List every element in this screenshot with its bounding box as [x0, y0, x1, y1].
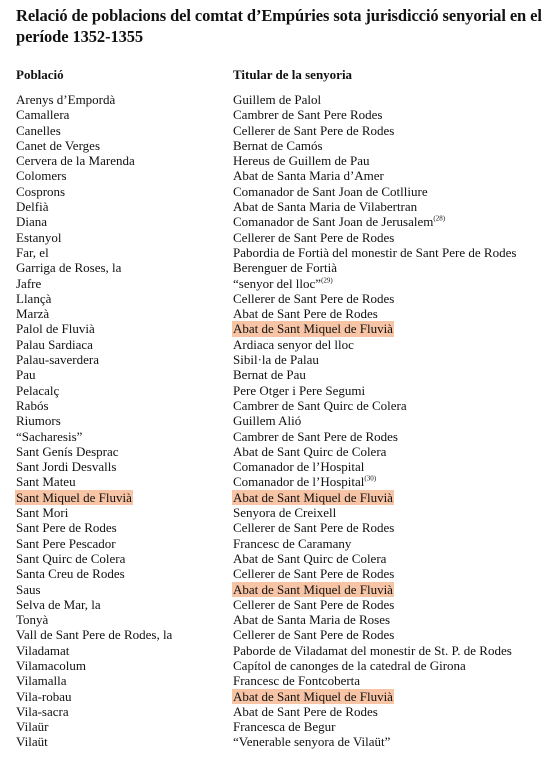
footnote-marker: (30)	[364, 475, 377, 484]
holder-name	[232, 627, 395, 642]
holder-text: Cellerer de Sant Pere de Rodes	[233, 290, 395, 306]
page-title: Relació de poblacions del comtat d’Empúries sota jurisdicció senyorial en el període 1352-1355	[16, 6, 542, 46]
column-header-place: Població	[16, 67, 64, 82]
place-name: Selva de Mar, la	[16, 596, 101, 612]
holder-name	[232, 520, 395, 535]
holder-name	[232, 734, 391, 749]
table-row	[0, 429, 552, 444]
holder-text: Pabordia de Fortià del monestir de Sant Pere de Rodes	[233, 244, 517, 260]
place-name: Riumors	[16, 413, 61, 429]
place-name: “Sacharesis”	[16, 428, 83, 444]
place-name: Estanyol	[16, 229, 62, 245]
place-name: Palau Sardiaca	[16, 336, 93, 352]
holder-name	[232, 582, 394, 597]
table-row	[0, 230, 552, 245]
table-row	[0, 658, 552, 673]
place-name: Vall de Sant Pere de Rodes, la	[16, 627, 173, 643]
table-row	[0, 168, 552, 183]
place-name: Viladamat	[16, 642, 70, 658]
place-name: Garriga de Roses, la	[16, 260, 122, 276]
holder-name	[232, 505, 337, 520]
holder-name	[232, 474, 377, 489]
holder-text: Francesc de Caramany	[233, 535, 352, 551]
holder-name	[232, 230, 395, 245]
table-row	[0, 490, 552, 505]
table-row	[0, 352, 552, 367]
holder-name	[232, 306, 379, 321]
holder-name	[232, 337, 355, 352]
holder-text: Francesc de Fontcoberta	[233, 673, 361, 689]
place-name: Vilamalla	[16, 673, 67, 689]
holder-text: Abat de Sant Miquel de Fluvià	[233, 489, 393, 505]
holder-text: Hereus de Guillem de Pau	[233, 153, 370, 169]
table-row	[0, 92, 552, 107]
place-name: Vilamacolum	[16, 657, 86, 673]
place-name: Rabós	[16, 397, 49, 413]
holder-text: Cambrer de Sant Pere de Rodes	[233, 428, 398, 444]
place-name: Sant Pere de Rodes	[16, 520, 117, 536]
table-row	[0, 123, 552, 138]
place-name: Llançà	[16, 290, 52, 306]
holder-text: Cambrer de Sant Pere Rodes	[233, 107, 383, 123]
holder-name	[232, 429, 399, 444]
holder-text: Abat de Sant Quirc de Colera	[233, 550, 387, 566]
table-row	[0, 627, 552, 642]
holder-text: Sibil·la de Palau	[233, 352, 319, 368]
table-row	[0, 597, 552, 612]
holder-name	[232, 413, 302, 428]
table-row	[0, 505, 552, 520]
place-name: Tonyà	[16, 612, 49, 628]
holder-text: Cellerer de Sant Pere de Rodes	[233, 520, 395, 536]
place-name: Delfià	[16, 199, 49, 215]
place-name: Cosprons	[16, 183, 66, 199]
holder-name	[232, 291, 395, 306]
table-row	[0, 214, 552, 229]
place-name: Sant Quirc de Colera	[16, 550, 126, 566]
holder-name	[232, 566, 395, 581]
holder-text: Senyora de Creixell	[233, 505, 337, 521]
table-row	[0, 276, 552, 291]
place-name: Sant Mori	[16, 505, 69, 521]
table-row	[0, 398, 552, 413]
holder-name	[232, 612, 391, 627]
holder-text: Cellerer de Sant Pere de Rodes	[233, 596, 395, 612]
holder-name	[232, 689, 394, 704]
place-name: Marzà	[16, 306, 50, 322]
table-row	[0, 337, 552, 352]
place-name: Colomers	[16, 168, 67, 184]
holder-name	[232, 184, 429, 199]
holder-text: Berenguer de Fortià	[233, 260, 337, 276]
holder-name	[232, 138, 324, 153]
place-name: Canelles	[16, 122, 61, 138]
holder-name	[232, 551, 387, 566]
holder-text: Bernat de Pau	[233, 367, 306, 383]
table-row	[0, 536, 552, 551]
table-row	[0, 321, 552, 336]
place-name: Arenys d’Empordà	[16, 92, 116, 107]
holder-name	[232, 383, 366, 398]
holder-text: Comanador de Sant Joan de Jerusalem	[233, 214, 434, 230]
table-row	[0, 184, 552, 199]
table-row	[0, 138, 552, 153]
table-row	[0, 719, 552, 734]
table-row	[0, 199, 552, 214]
place-name: Vila-sacra	[16, 703, 69, 719]
holder-text: Comanador de l’Hospital	[233, 474, 365, 490]
holder-name	[232, 92, 322, 107]
holder-name	[232, 321, 394, 336]
place-name: Pelacalç	[16, 382, 60, 398]
holder-name	[232, 643, 513, 658]
place-name: Palol de Fluvià	[16, 321, 95, 337]
holder-name	[232, 367, 307, 382]
holder-text: Cellerer de Sant Pere de Rodes	[233, 627, 395, 643]
table-row	[0, 306, 552, 321]
holder-text: Comanador de Sant Joan de Cotlliure	[233, 183, 428, 199]
table-row	[0, 704, 552, 719]
holder-name	[232, 276, 334, 291]
holder-name	[232, 719, 337, 734]
table-row	[0, 107, 552, 122]
holder-text: Cellerer de Sant Pere de Rodes	[233, 566, 395, 582]
table-row	[0, 566, 552, 581]
table-row	[0, 459, 552, 474]
holder-text: Guillem Alió	[233, 413, 302, 429]
holder-name	[232, 704, 379, 719]
table-row	[0, 260, 552, 275]
holder-text: Cellerer de Sant Pere de Rodes	[233, 122, 395, 138]
table-row	[0, 245, 552, 260]
place-name: Diana	[16, 214, 48, 230]
table-row	[0, 734, 552, 749]
holder-name	[232, 199, 418, 214]
holder-text: “senyor del lloc”	[233, 275, 322, 291]
holder-text: “Venerable senyora de Vilaüt”	[233, 734, 391, 750]
holder-name	[232, 107, 383, 122]
place-name: Pau	[16, 367, 36, 383]
holder-text: Abat de Sant Miquel de Fluvià	[233, 581, 393, 597]
table-row	[0, 153, 552, 168]
place-name: Sant Pere Pescador	[16, 535, 116, 551]
place-name: Sant Mateu	[16, 474, 76, 490]
table-row	[0, 444, 552, 459]
holder-text: Comanador de l’Hospital	[233, 459, 365, 475]
holder-text: Abat de Santa Maria d’Amer	[233, 168, 384, 184]
place-name: Sant Miquel de Fluvià	[16, 489, 132, 505]
table-row	[0, 520, 552, 535]
table-row	[0, 291, 552, 306]
holder-name	[232, 490, 394, 505]
holder-name	[232, 260, 338, 275]
holder-name	[232, 459, 365, 474]
table-row	[0, 689, 552, 704]
holder-text: Capítol de canonges de la catedral de Girona	[233, 657, 466, 673]
holder-text: Abat de Sant Miquel de Fluvià	[233, 688, 393, 704]
holder-name	[232, 536, 352, 551]
holder-name	[232, 123, 395, 138]
holder-name	[232, 214, 446, 229]
holder-name	[232, 673, 361, 688]
holder-text: Abat de Sant Miquel de Fluvià	[233, 321, 393, 337]
place-name: Far, el	[16, 244, 49, 260]
holder-text: Abat de Sant Pere de Rodes	[233, 703, 378, 719]
place-name: Canet de Verges	[16, 137, 100, 153]
holder-name	[232, 658, 467, 673]
holder-text: Cellerer de Sant Pere de Rodes	[233, 229, 395, 245]
holder-text: Ardiaca senyor del lloc	[233, 336, 354, 352]
column-header-holder: Titular de la senyoria	[233, 67, 353, 82]
footnote-marker: (28)	[433, 215, 446, 224]
holder-text: Pere Otger i Pere Segumi	[233, 382, 366, 398]
place-name: Santa Creu de Rodes	[16, 566, 125, 582]
place-name: Jafre	[16, 275, 42, 291]
holder-text: Abat de Sant Pere de Rodes	[233, 306, 378, 322]
table-row	[0, 383, 552, 398]
table-row	[0, 367, 552, 382]
table-row	[0, 582, 552, 597]
place-name: Cervera de la Marenda	[16, 153, 135, 169]
holder-text: Abat de Santa Maria de Vilabertran	[233, 199, 418, 215]
table-row	[0, 551, 552, 566]
place-name: Saus	[16, 581, 41, 597]
place-name: Vilaür	[16, 719, 49, 735]
holder-name	[232, 398, 408, 413]
holder-name	[232, 153, 370, 168]
place-name: Camallera	[16, 107, 70, 123]
holder-name	[232, 597, 395, 612]
place-name: Palau-saverdera	[16, 352, 100, 368]
holder-text: Guillem de Palol	[233, 92, 322, 107]
table-row	[0, 413, 552, 428]
table-row	[0, 474, 552, 489]
table-row	[0, 643, 552, 658]
holder-text: Bernat de Camós	[233, 137, 323, 153]
holder-name	[232, 444, 387, 459]
holder-text: Paborde de Viladamat del monestir de St. P. de Rodes	[233, 642, 512, 658]
place-name: Sant Genís Desprac	[16, 443, 119, 459]
holder-text: Francesca de Begur	[233, 719, 336, 735]
holder-text: Abat de Santa Maria de Roses	[233, 612, 391, 628]
place-name: Sant Jordi Desvalls	[16, 459, 117, 475]
table-row	[0, 612, 552, 627]
table-body	[0, 92, 552, 750]
holder-name	[232, 352, 320, 367]
holder-name	[232, 168, 385, 183]
place-name: Vila-robau	[16, 688, 72, 704]
holder-text: Cambrer de Sant Quirc de Colera	[233, 397, 407, 413]
holder-name	[232, 245, 517, 260]
holder-text: Abat de Sant Quirc de Colera	[233, 443, 387, 459]
place-name: Vilaüt	[16, 734, 48, 750]
table-row	[0, 673, 552, 688]
footnote-marker: (29)	[321, 276, 333, 285]
